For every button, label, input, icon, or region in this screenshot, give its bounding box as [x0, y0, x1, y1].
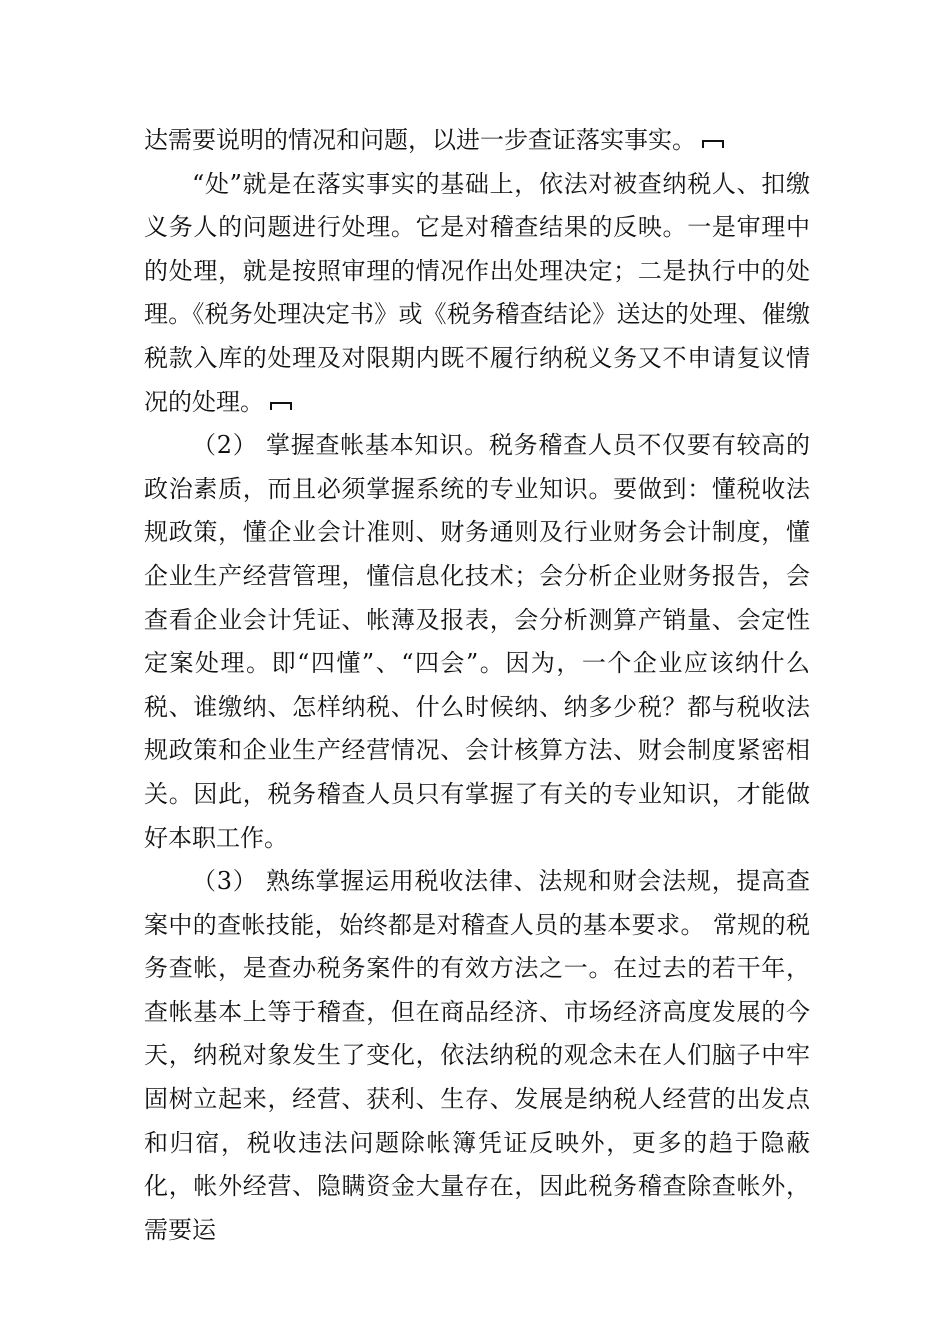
paragraph-continuation: [144, 119, 810, 163]
paragraph-text: 达需要说明的情况和问题，以进一步查证落实事实。: [144, 126, 696, 154]
paragraph-text: （3） 熟练掌握运用税收法律、法规和财会法规，提高查案中的查帐技能，始终都是对稽查人员的基本要求。 常规的税务查帐，是查办税务案件的有效方法之一。在过去的若干年，查帐基本上等于稽查，但在商品经济、市场经济高度发展的今天，纳税对象发生了变化，依法纳税的观念未在人们脑子中牢固树立起来，经营、获利、生存、发展是纳税人经营的出发点和归宿，税收违法问题除帐簿凭证反映外，更多的趋于隐蔽化，帐外经营、隐瞒资金大量存在，因此税务稽查除查帐外，需要运: [144, 867, 810, 1244]
paragraph-item-3: [144, 860, 810, 1252]
paragraph-text: （2） 掌握查帐基本知识。税务稽查人员不仅要有较高的政治素质，而且必须掌握系统的专业知识。要做到：懂税收法规政策，懂企业会计准则、财务通则及行业财务会计制度，懂企业生产经营管理，懂信息化技术；会分析企业财务报告，会查看企业会计凭证、帐薄及报表，会分析测算产销量、会定性定案处理。即“四懂”、“四会”。因为，一个企业应该纳什么税、谁缴纳、怎样纳税、什么时候纳、纳多少税？都与税收法规政策和企业生产经营情况、会计核算方法、财会制度紧密相关。因此，税务稽查人员只有掌握了有关的专业知识，才能做好本职工作。: [144, 431, 810, 852]
paragraph-end-mark-icon: [702, 140, 724, 150]
paragraph-chu: [144, 163, 810, 425]
paragraph-end-mark-icon: [270, 402, 292, 412]
paragraph-item-2: [144, 424, 810, 860]
document-body: [144, 119, 810, 1252]
paragraph-text: “处”就是在落实事实的基础上，依法对被查纳税人、扣缴义务人的问题进行处理。它是对稽查结果的反映。一是审理中的处理，就是按照审理的情况作出处理决定；二是执行中的处理。《税务处理决定书》或《税务稽查结论》送达的处理、催缴税款入库的处理及对限期内既不履行纳税义务又不申请复议情况的处理。: [144, 169, 810, 416]
